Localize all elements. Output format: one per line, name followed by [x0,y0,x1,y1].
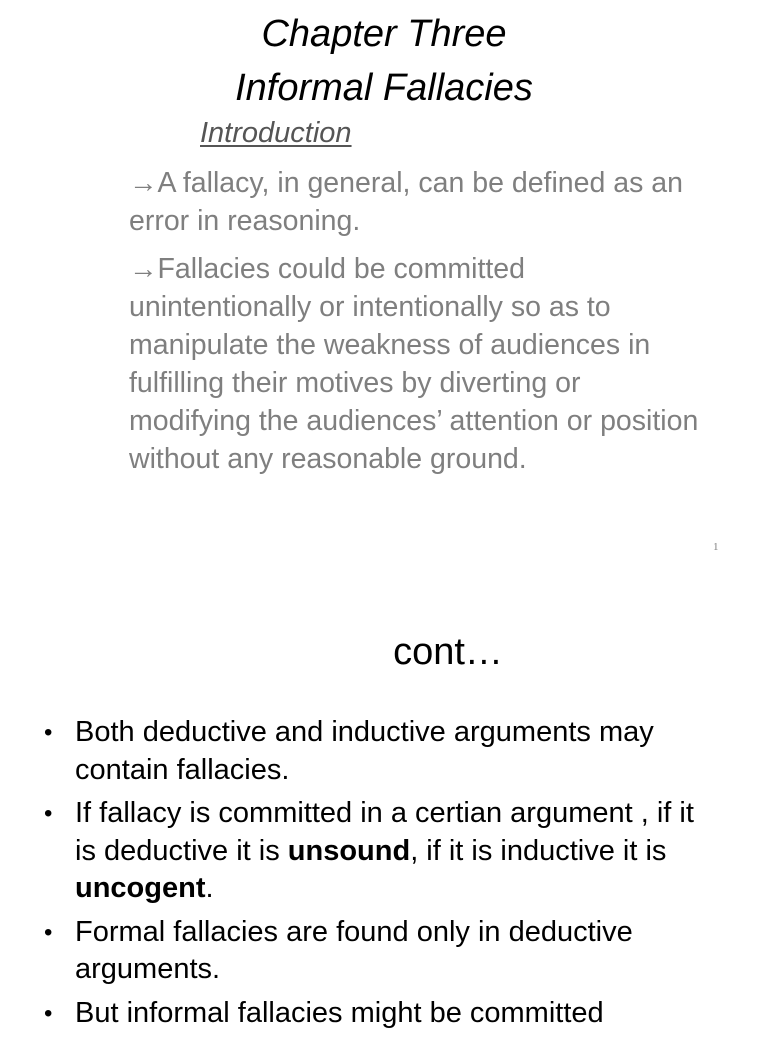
bullet-icon: • [44,800,53,827]
bullet-text: Formal fallacies are found only in deductive arguments. [75,915,633,985]
bullet-list [0,714,768,1038]
bullet-item [0,714,768,789]
bullet-item [0,795,768,908]
bullet-text: , if it is inductive it is [410,834,667,867]
bold-term-uncogent: uncogent [75,872,206,904]
paragraph-text: A fallacy, in general, can be defined as an error in reasoning. [129,167,683,237]
arrow-icon: → [129,167,158,199]
bullet-text: If fallacy is committed in a certian argument , if it is deductive it is [75,797,694,867]
continuation-title: cont… [393,631,503,673]
intro-paragraph-2 [129,250,709,478]
chapter-subject-title: Informal Fallacies [235,67,533,109]
bullet-text: Both deductive and inductive arguments may contain fallacies. [75,716,654,786]
arrow-icon: → [129,253,158,285]
bullet-icon: • [44,918,53,946]
bullet-text: But informal fallacies might be committed [75,996,604,1029]
bullet-item [0,995,768,1033]
bullet-icon: • [44,999,53,1027]
slide-2 [0,576,768,1029]
bullet-text: . [205,872,214,904]
bullet-icon: • [44,719,53,746]
paragraph-text: Fallacies could be committed unintentionally or intentionally so as to manipulate the weakness of audiences in fulfilling their motives by diverting or modifying the audiences’ attention or position without any reasonable ground. [129,253,699,475]
chapter-title: Chapter Three [261,13,507,55]
intro-paragraph-1 [129,164,709,240]
section-subtitle: Introduction [200,117,352,149]
bullet-item [0,914,768,989]
page-number: 1 [713,541,719,553]
bold-term-unsound: unsound [287,834,411,867]
